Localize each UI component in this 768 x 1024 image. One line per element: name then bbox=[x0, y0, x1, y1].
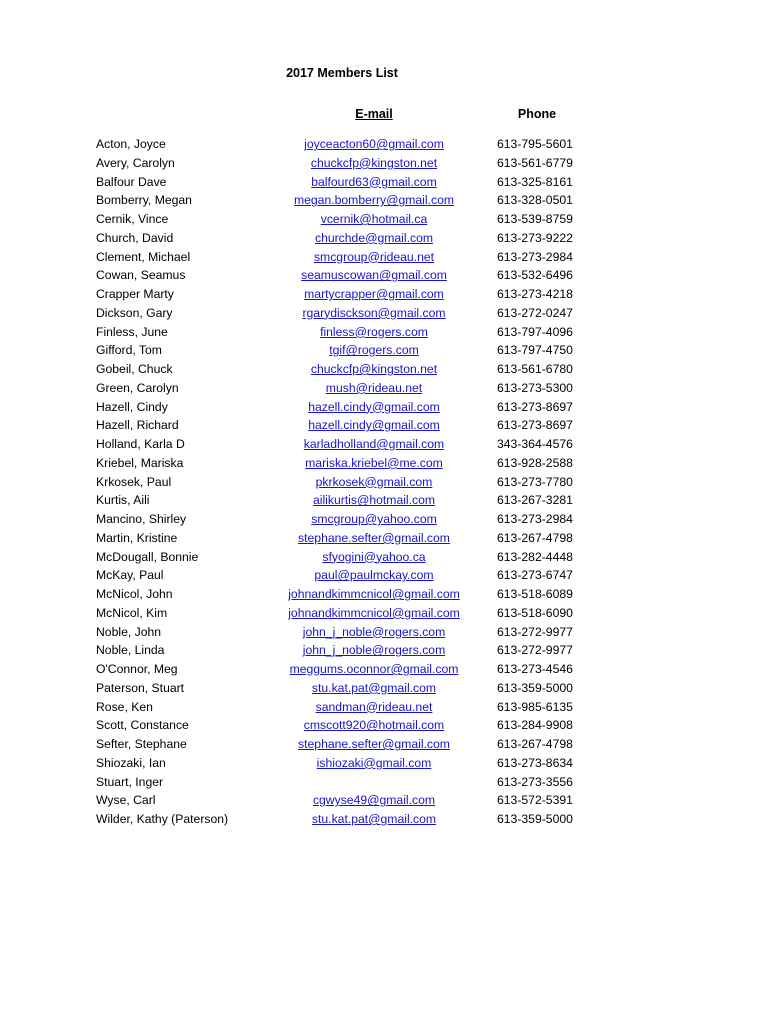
member-row bbox=[0, 398, 768, 417]
member-row bbox=[0, 566, 768, 585]
member-row bbox=[0, 379, 768, 398]
member-email-link[interactable]: john_j_noble@rogers.com bbox=[302, 624, 446, 639]
member-name: Green, Carolyn bbox=[96, 380, 179, 395]
member-phone: 613-273-2984 bbox=[497, 249, 573, 264]
member-phone: 613-273-2984 bbox=[497, 512, 573, 526]
member-row bbox=[0, 323, 768, 342]
member-phone: 613-561-6779 bbox=[497, 155, 573, 170]
member-row bbox=[0, 491, 768, 510]
member-email-link[interactable]: joyceacton60@gmail.com bbox=[304, 137, 444, 151]
member-email-link[interactable]: rgarydisckson@gmail.com bbox=[302, 305, 446, 320]
member-name: Noble, John bbox=[96, 624, 162, 639]
member-row bbox=[0, 360, 768, 379]
member-name: Cowan, Seamus bbox=[96, 268, 186, 283]
member-phone: 613-272-9977 bbox=[497, 643, 573, 658]
member-name: Martin, Kristine bbox=[96, 530, 178, 545]
member-email-link[interactable]: mariska.kriebel@me.com bbox=[305, 455, 443, 470]
member-row bbox=[0, 266, 768, 285]
member-email-link[interactable]: ailikurtis@hotmail.com bbox=[312, 493, 436, 508]
member-name: Wilder, Kathy (Paterson) bbox=[96, 812, 229, 826]
member-row bbox=[0, 510, 768, 529]
member-email-link[interactable]: john_j_noble@rogers.com bbox=[302, 643, 446, 658]
member-email-link[interactable]: tgif@rogers.com bbox=[329, 343, 419, 358]
member-phone: 613-273-9222 bbox=[497, 230, 573, 245]
member-name: Krkosek, Paul bbox=[96, 474, 172, 489]
member-name: Hazell, Richard bbox=[96, 418, 179, 433]
member-row bbox=[0, 585, 768, 604]
member-name: Scott, Constance bbox=[96, 718, 189, 733]
member-name: Avery, Carolyn bbox=[96, 155, 175, 170]
member-email-link[interactable]: stu.kat.pat@gmail.com bbox=[311, 812, 437, 826]
member-name: Bomberry, Megan bbox=[96, 193, 192, 208]
member-phone: 613-272-9977 bbox=[497, 624, 573, 639]
member-name: McDougall, Bonnie bbox=[96, 549, 199, 564]
member-phone: 613-359-5000 bbox=[497, 812, 573, 826]
member-name: Cernik, Vince bbox=[96, 212, 169, 226]
member-phone: 613-282-4448 bbox=[497, 549, 573, 564]
member-email-link[interactable]: finless@rogers.com bbox=[320, 324, 428, 339]
member-phone: 613-273-3556 bbox=[497, 774, 573, 789]
member-row bbox=[0, 135, 768, 154]
member-email-link[interactable]: hazell.cindy@gmail.com bbox=[308, 418, 440, 433]
member-name: Hazell, Cindy bbox=[96, 399, 168, 414]
member-email-link[interactable]: stu.kat.pat@gmail.com bbox=[311, 680, 437, 695]
member-email-link[interactable]: hazell.cindy@gmail.com bbox=[308, 399, 440, 414]
member-phone: 613-272-0247 bbox=[497, 305, 573, 320]
member-email-link[interactable]: pkrkosek@gmail.com bbox=[315, 474, 433, 489]
member-name: Balfour Dave bbox=[96, 174, 167, 189]
member-phone: 613-273-8697 bbox=[497, 418, 573, 433]
member-email-link[interactable]: cgwyse49@gmail.com bbox=[312, 793, 436, 808]
member-phone: 613-518-6090 bbox=[497, 605, 573, 620]
member-email-link[interactable]: megan.bomberry@gmail.com bbox=[293, 193, 455, 208]
member-row bbox=[0, 304, 768, 323]
member-email-link[interactable]: cmscott920@hotmail.com bbox=[303, 718, 445, 733]
member-name: Paterson, Stuart bbox=[96, 680, 185, 695]
member-row bbox=[0, 473, 768, 492]
member-phone: 613-561-6780 bbox=[497, 362, 573, 376]
member-row bbox=[0, 698, 768, 717]
member-name: Gobeil, Chuck bbox=[96, 362, 173, 376]
member-phone: 613-928-2588 bbox=[497, 455, 573, 470]
member-email-link[interactable]: ishiozaki@gmail.com bbox=[316, 755, 432, 770]
member-name: Gifford, Tom bbox=[96, 343, 162, 358]
member-row bbox=[0, 716, 768, 735]
member-name: Acton, Joyce bbox=[96, 137, 166, 151]
phone-column-header: Phone bbox=[517, 107, 557, 121]
member-phone: 613-273-7780 bbox=[497, 474, 573, 489]
member-email-link[interactable]: johnandkimmcnicol@gmail.com bbox=[288, 587, 460, 601]
member-phone: 613-797-4750 bbox=[497, 343, 573, 358]
member-email-link[interactable]: churchde@gmail.com bbox=[314, 230, 434, 245]
member-email-link[interactable]: vcernik@hotmail.ca bbox=[320, 212, 428, 226]
member-name: Shiozaki, Ian bbox=[96, 755, 166, 770]
member-row bbox=[0, 191, 768, 210]
member-phone: 613-795-5601 bbox=[497, 137, 573, 151]
member-email-link[interactable]: stephane.sefter@gmail.com bbox=[298, 530, 450, 545]
member-row bbox=[0, 735, 768, 754]
member-phone: 613-273-6747 bbox=[497, 568, 573, 583]
member-phone: 613-273-8697 bbox=[497, 399, 573, 414]
member-row bbox=[0, 210, 768, 229]
member-row bbox=[0, 791, 768, 810]
member-email-link[interactable]: chuckcfp@kingston.net bbox=[310, 155, 438, 170]
member-name: McNicol, Kim bbox=[96, 605, 168, 620]
member-email-link[interactable]: paul@paulmckay.com bbox=[314, 568, 434, 583]
member-name: Kriebel, Mariska bbox=[96, 455, 184, 470]
member-row bbox=[0, 229, 768, 248]
member-list bbox=[0, 135, 768, 829]
member-row bbox=[0, 773, 768, 792]
member-name: Holland, Karla D bbox=[96, 437, 185, 451]
member-email-link[interactable]: smcgroup@yahoo.com bbox=[311, 512, 437, 526]
member-row bbox=[0, 173, 768, 192]
member-phone: 613-359-5000 bbox=[497, 680, 573, 695]
member-name: McKay, Paul bbox=[96, 568, 164, 583]
member-phone: 613-325-8161 bbox=[497, 174, 573, 189]
member-phone: 613-273-8634 bbox=[497, 755, 573, 770]
member-phone: 613-284-9908 bbox=[497, 718, 573, 733]
member-name: O'Connor, Meg bbox=[96, 662, 178, 676]
member-row bbox=[0, 548, 768, 567]
member-email-link[interactable]: stephane.sefter@gmail.com bbox=[298, 737, 450, 751]
member-phone: 613-273-4546 bbox=[497, 662, 573, 676]
member-row bbox=[0, 154, 768, 173]
member-phone: 613-797-4096 bbox=[497, 324, 573, 339]
member-name: Mancino, Shirley bbox=[96, 512, 187, 526]
member-name: Noble, Linda bbox=[96, 643, 165, 658]
member-phone: 343-364-4576 bbox=[497, 437, 573, 451]
member-email-link[interactable]: chuckcfp@kingston.net bbox=[310, 362, 438, 376]
member-name: Stuart, Inger bbox=[96, 774, 164, 789]
member-phone: 613-539-8759 bbox=[497, 212, 573, 226]
member-email-link[interactable]: martycrapper@gmail.com bbox=[304, 287, 444, 301]
member-email-link[interactable]: johnandkimmcnicol@gmail.com bbox=[288, 605, 460, 620]
member-row bbox=[0, 529, 768, 548]
email-column-header: E-mail bbox=[355, 107, 393, 121]
member-row bbox=[0, 285, 768, 304]
member-name: Clement, Michael bbox=[96, 249, 191, 264]
document-title: 2017 Members List bbox=[286, 66, 398, 80]
member-row bbox=[0, 341, 768, 360]
member-row bbox=[0, 416, 768, 435]
member-name: Church, David bbox=[96, 230, 174, 245]
member-row bbox=[0, 679, 768, 698]
member-name: Dickson, Gary bbox=[96, 305, 173, 320]
member-phone: 613-572-5391 bbox=[497, 793, 573, 808]
member-email-link[interactable]: karladholland@gmail.com bbox=[303, 437, 445, 451]
member-phone: 613-518-6089 bbox=[497, 587, 573, 601]
member-name: McNicol, John bbox=[96, 587, 173, 601]
member-phone: 613-267-3281 bbox=[497, 493, 573, 508]
member-row bbox=[0, 641, 768, 660]
member-row bbox=[0, 454, 768, 473]
member-email-link[interactable]: balfourd63@gmail.com bbox=[311, 174, 437, 189]
member-row bbox=[0, 754, 768, 773]
member-row bbox=[0, 623, 768, 642]
member-phone: 613-328-0501 bbox=[497, 193, 573, 208]
member-name: Sefter, Stephane bbox=[96, 737, 187, 751]
member-name: Kurtis, Aili bbox=[96, 493, 150, 508]
member-phone: 613-267-4798 bbox=[497, 530, 573, 545]
member-email-link[interactable]: sfyogini@yahoo.ca bbox=[322, 549, 426, 564]
member-email-link[interactable]: sandman@rideau.net bbox=[315, 699, 433, 714]
member-phone: 613-985-6135 bbox=[497, 699, 573, 714]
member-phone: 613-273-4218 bbox=[497, 287, 573, 301]
member-name: Crapper Marty bbox=[96, 287, 174, 301]
member-phone: 613-273-5300 bbox=[497, 380, 573, 395]
member-row bbox=[0, 604, 768, 623]
member-email-link[interactable]: smcgroup@rideau.net bbox=[313, 249, 435, 264]
member-row bbox=[0, 435, 768, 454]
member-row bbox=[0, 248, 768, 267]
member-email-link[interactable]: meggums.oconnor@gmail.com bbox=[289, 662, 459, 676]
member-name: Finless, June bbox=[96, 324, 168, 339]
member-name: Rose, Ken bbox=[96, 699, 153, 714]
member-email-link[interactable]: seamuscowan@gmail.com bbox=[301, 268, 447, 283]
member-row bbox=[0, 660, 768, 679]
member-row bbox=[0, 810, 768, 829]
member-name: Wyse, Carl bbox=[96, 793, 156, 808]
member-phone: 613-267-4798 bbox=[497, 737, 573, 751]
member-email-link[interactable]: mush@rideau.net bbox=[325, 380, 423, 395]
member-phone: 613-532-6496 bbox=[497, 268, 573, 283]
